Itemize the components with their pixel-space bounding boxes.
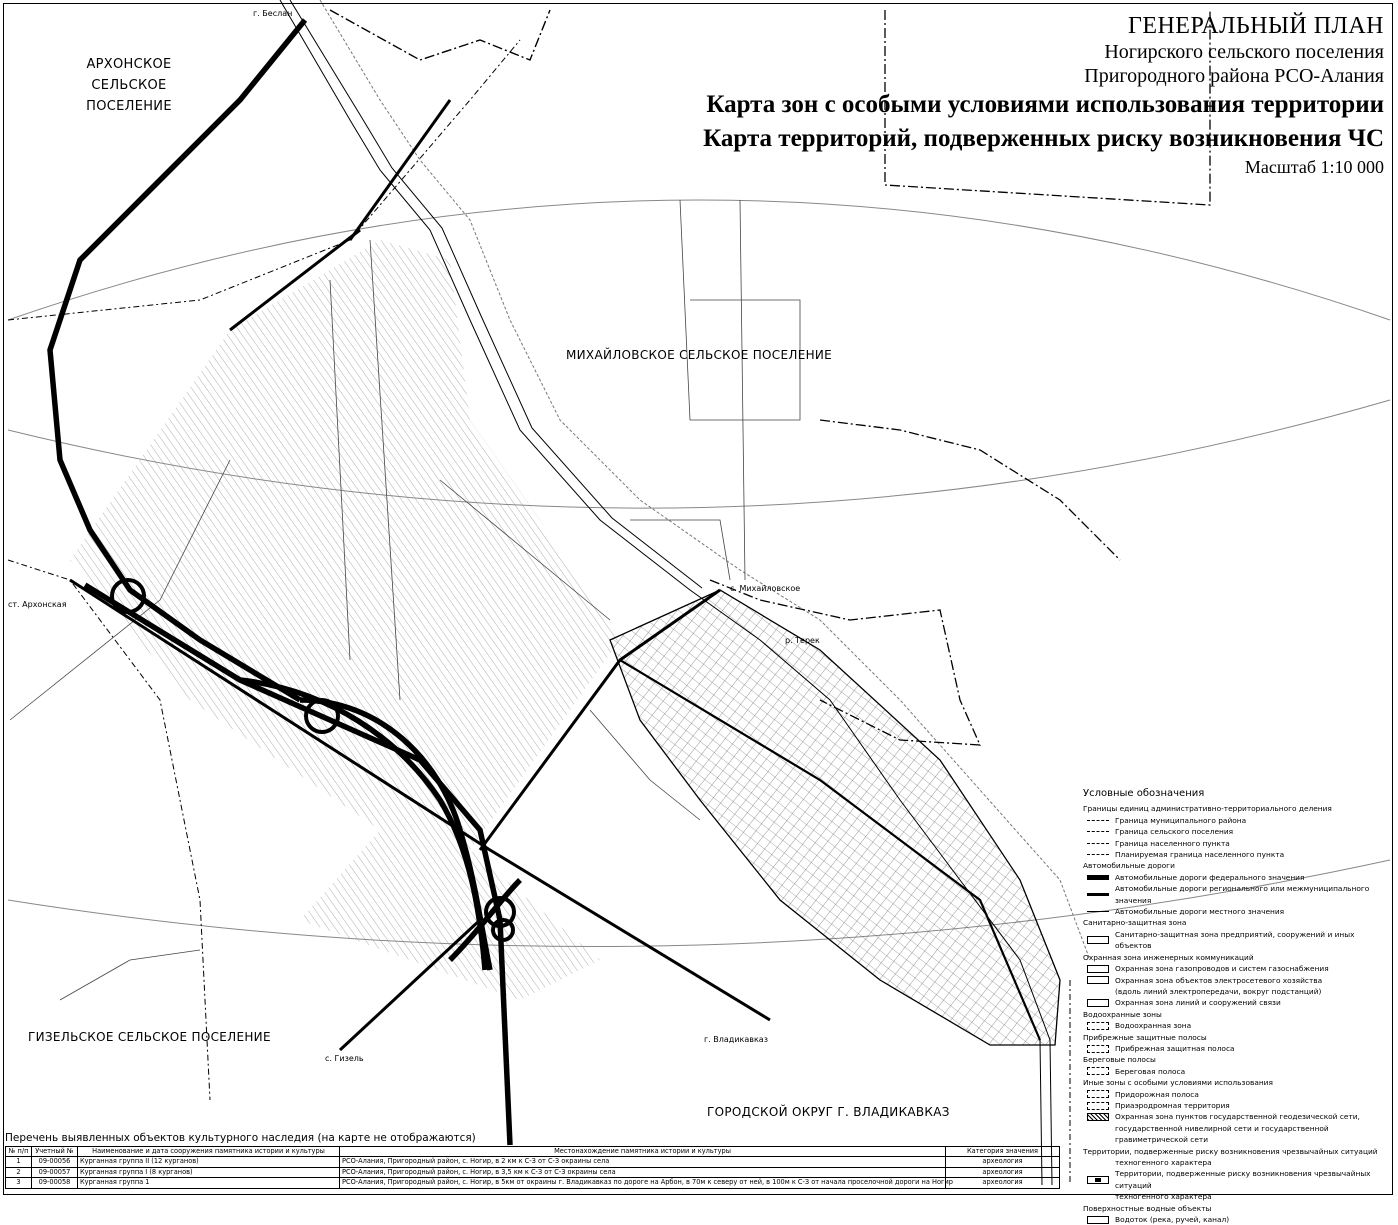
table-row — [6, 1178, 1060, 1188]
legend-item-label: Автомобильные дороги федерального значения — [1115, 872, 1305, 882]
legend-item-label: техногенного характера — [1115, 1192, 1212, 1202]
legend-symbol-icon — [1087, 1067, 1109, 1075]
cell-location: РСО-Алания, Пригородный район, с. Ногир, в 5км от окраины г. Владикавказ по дороге на Арбон, в 70м к северу от ней, в 100м к С-З от начала проселочной дороги на Ногир — [340, 1178, 946, 1188]
map-scale: Масштаб 1:10 000 — [1244, 157, 1384, 177]
legend-item — [1083, 1089, 1393, 1100]
legend-symbol-icon — [1087, 1113, 1109, 1121]
legend-item — [1083, 1066, 1393, 1077]
heritage-table — [5, 1146, 1060, 1189]
heritage-title: Перечень выявленных объектов культурного наследия (на карте не отображаются) — [5, 1132, 476, 1144]
legend-symbol-icon — [1087, 1045, 1109, 1053]
legend-item — [1083, 1043, 1393, 1054]
col-number: № п/п — [6, 1147, 32, 1157]
legend-body — [1083, 803, 1393, 1225]
legend-symbol-icon — [1087, 1216, 1109, 1224]
legend-item — [1083, 815, 1393, 826]
legend-section — [1083, 1032, 1393, 1055]
legend-item-label: техногенного характера — [1115, 1158, 1212, 1167]
legend-item-label: Планируемая граница населенного пункта — [1115, 850, 1285, 860]
legend-symbol-icon — [1087, 1022, 1109, 1030]
legend-section — [1083, 1054, 1393, 1077]
table-row — [6, 1167, 1060, 1177]
legend-item-label: Придорожная полоса — [1115, 1089, 1199, 1099]
label-mikhaylovskoye-settlement: МИХАЙЛОВСКОЕ СЕЛЬСКОЕ ПОСЕЛЕНИЕ — [566, 348, 833, 362]
legend-section-heading: Границы единиц административно-территориального деления — [1083, 804, 1332, 814]
legend-item-label: Береговая полоса — [1115, 1066, 1186, 1076]
map-title-zones: Карта зон с особыми условиями использования территории — [706, 91, 1384, 118]
legend-symbol-icon — [1087, 1193, 1109, 1201]
legend-item-label: Водоток (река, ручей, канал) — [1115, 1215, 1230, 1225]
cell-reg-number: 09-00057 — [32, 1167, 78, 1177]
legend-symbol-icon — [1087, 1090, 1109, 1098]
col-name: Наименование и дата сооружения памятника истории и культуры — [78, 1147, 340, 1157]
legend-symbol-icon — [1087, 854, 1109, 855]
legend-item-label: Санитарно-защитная зона предприятий, сооружений и иных объектов — [1115, 929, 1355, 951]
legend-section — [1083, 1203, 1393, 1225]
legend-symbol-icon — [1087, 965, 1109, 973]
label-beslan: г. Беслан — [253, 9, 293, 18]
legend-symbol-icon — [1087, 1102, 1109, 1110]
legend-section-heading: Поверхностные водные объекты — [1083, 1203, 1212, 1213]
cell-category: археология — [946, 1178, 1060, 1188]
legend-section — [1083, 803, 1393, 860]
cell-number: 2 — [6, 1167, 32, 1177]
legend-item — [1083, 883, 1393, 906]
legend-symbol-icon — [1087, 911, 1109, 912]
legend-symbol-icon — [1087, 820, 1109, 821]
legend-item — [1083, 1111, 1393, 1122]
legend-symbol-icon — [1087, 875, 1109, 880]
legend-item — [1083, 1168, 1393, 1191]
settlement-nogir — [610, 590, 1060, 1045]
cell-number: 3 — [6, 1178, 32, 1188]
heritage-list — [5, 1131, 1059, 1189]
legend-item — [1083, 1157, 1393, 1168]
legend-section-heading: Прибрежные защитные полосы — [1083, 1032, 1207, 1042]
legend-item-label: Граница населенного пункта — [1115, 838, 1230, 848]
legend-item-label: Охранная зона газопроводов и систем газоснабжения — [1115, 964, 1329, 974]
legend-item — [1083, 975, 1393, 986]
table-row — [6, 1157, 1060, 1167]
legend-symbol-icon — [1087, 843, 1109, 844]
map-title-risk: Карта территорий, подверженных риску возникновения ЧС — [703, 125, 1384, 152]
col-location: Местонахождение памятника истории и культуры — [340, 1147, 946, 1157]
cell-location: РСО-Алания, Пригородный район, с. Ногир, в 3,5 км к С-З от С-З окраины села — [340, 1167, 946, 1177]
legend-symbol-icon — [1087, 936, 1109, 944]
legend-title: Условные обозначения — [1083, 788, 1205, 799]
legend-item — [1083, 929, 1393, 952]
legend-item-label: Граница сельского поселения — [1115, 827, 1234, 837]
legend-symbol-icon — [1087, 1176, 1109, 1184]
hatch-zone — [70, 240, 620, 1000]
legend-item — [1083, 1123, 1393, 1146]
legend-item — [1083, 872, 1393, 883]
legend-section-heading: Автомобильные дороги — [1083, 861, 1175, 871]
cell-location: РСО-Алания, Пригородный район, с. Ногир, в 2 км к С-З от С-З окраины села — [340, 1157, 946, 1167]
legend-section — [1083, 1077, 1393, 1145]
cell-category: археология — [946, 1167, 1060, 1177]
cell-name: Курганная группа II (12 курганов) — [78, 1157, 340, 1167]
cell-name: Курганная группа I (8 курганов) — [78, 1167, 340, 1177]
cell-reg-number: 09-00058 — [32, 1178, 78, 1188]
legend-item — [1083, 986, 1393, 997]
label-vladikavkaz-okrug: ГОРОДСКОЙ ОКРУГ Г. ВЛАДИКАВКАЗ — [707, 1105, 950, 1119]
label-s-gizel: с. Гизель — [325, 1054, 364, 1063]
legend-section-heading: Территории, подверженные риску возникновения чрезвычайных ситуаций — [1083, 1146, 1378, 1156]
legend-item-label: Автомобильные дороги местного значения — [1115, 907, 1285, 917]
legend-section — [1083, 1009, 1393, 1032]
legend-section — [1083, 952, 1393, 1009]
legend-item-label: государственной нивелирной сети и государственной гравиметрической сети — [1115, 1123, 1329, 1145]
cell-name: Курганная группа 1 — [78, 1178, 340, 1188]
legend-section — [1083, 1146, 1393, 1203]
label-st-arkhonskaya: ст. Архонская — [8, 600, 67, 609]
legend-item-label: Прибрежная защитная полоса — [1115, 1043, 1235, 1053]
legend-symbol-icon — [1087, 976, 1109, 984]
col-category: Категория значения — [946, 1147, 1060, 1157]
col-reg-number: Учетный № — [32, 1147, 78, 1157]
legend-item-label: Автомобильные дороги регионального или межмуниципального значения — [1115, 884, 1370, 905]
legend-item — [1083, 1100, 1393, 1111]
legend-item-label: Охранная зона пунктов государственной геодезической сети, — [1115, 1112, 1360, 1122]
label-g-vladikavkaz: г. Владикавказ — [704, 1035, 768, 1044]
legend-item — [1083, 1214, 1393, 1225]
legend-item — [1083, 1020, 1393, 1031]
title-block — [703, 12, 1384, 178]
legend-item-label: Территории, подверженные риску возникновения чрезвычайных ситуаций — [1115, 1169, 1371, 1190]
map-legend — [1083, 788, 1393, 1225]
heritage-header-row — [6, 1147, 1060, 1157]
label-s-mikhaylovskoye: с. Михайловское — [730, 584, 801, 593]
legend-item — [1083, 963, 1393, 974]
legend-item-label: (вдоль линий электропередачи, вокруг подстанций) — [1115, 986, 1322, 996]
legend-item-label: Водоохранная зона — [1115, 1021, 1192, 1031]
label-arkhonskoye: АРХОНСКОЕ СЕЛЬСКОЕ ПОСЕЛЕНИЕ — [86, 57, 172, 114]
legend-symbol-icon — [1087, 831, 1109, 832]
label-gizelskoye-settlement: ГИЗЕЛЬСКОЕ СЕЛЬСКОЕ ПОСЕЛЕНИЕ — [28, 1030, 271, 1044]
legend-item-label: Приаэродромная территория — [1115, 1100, 1230, 1110]
legend-item — [1083, 1191, 1393, 1202]
plan-title: ГЕНЕРАЛЬНЫЙ ПЛАН — [1127, 13, 1384, 39]
legend-item — [1083, 906, 1393, 917]
label-r-terek: р. Терек — [785, 636, 820, 645]
cell-number: 1 — [6, 1157, 32, 1167]
legend-item-label: Охранная зона линий и сооружений связи — [1115, 998, 1281, 1008]
legend-item — [1083, 997, 1393, 1008]
legend-section-heading: Береговые полосы — [1083, 1055, 1156, 1065]
cell-reg-number: 09-00056 — [32, 1157, 78, 1167]
legend-section-heading: Водоохранные зоны — [1083, 1009, 1162, 1019]
legend-symbol-icon — [1087, 1130, 1109, 1138]
legend-symbol-icon — [1087, 893, 1109, 896]
legend-item — [1083, 849, 1393, 860]
legend-section-heading: Санитарно-защитная зона — [1083, 918, 1187, 928]
legend-item — [1083, 826, 1393, 837]
legend-item-label: Охранная зона объектов электросетевого хозяйства — [1115, 975, 1323, 985]
legend-section — [1083, 917, 1393, 951]
legend-symbol-icon — [1087, 999, 1109, 1007]
legend-symbol-icon — [1087, 988, 1109, 996]
district-name: Пригородного района РСО-Алания — [1084, 65, 1384, 87]
settlement-name: Ногирского сельского поселения — [1104, 41, 1384, 63]
legend-item-label: Граница муниципального района — [1115, 815, 1247, 825]
cell-category: археология — [946, 1157, 1060, 1167]
legend-section-heading: Охранная зона инженерных коммуникаций — [1083, 952, 1254, 962]
legend-symbol-icon — [1087, 1159, 1109, 1167]
legend-section — [1083, 860, 1393, 917]
legend-item — [1083, 838, 1393, 849]
legend-section-heading: Иные зоны с особыми условиями использования — [1083, 1078, 1273, 1088]
